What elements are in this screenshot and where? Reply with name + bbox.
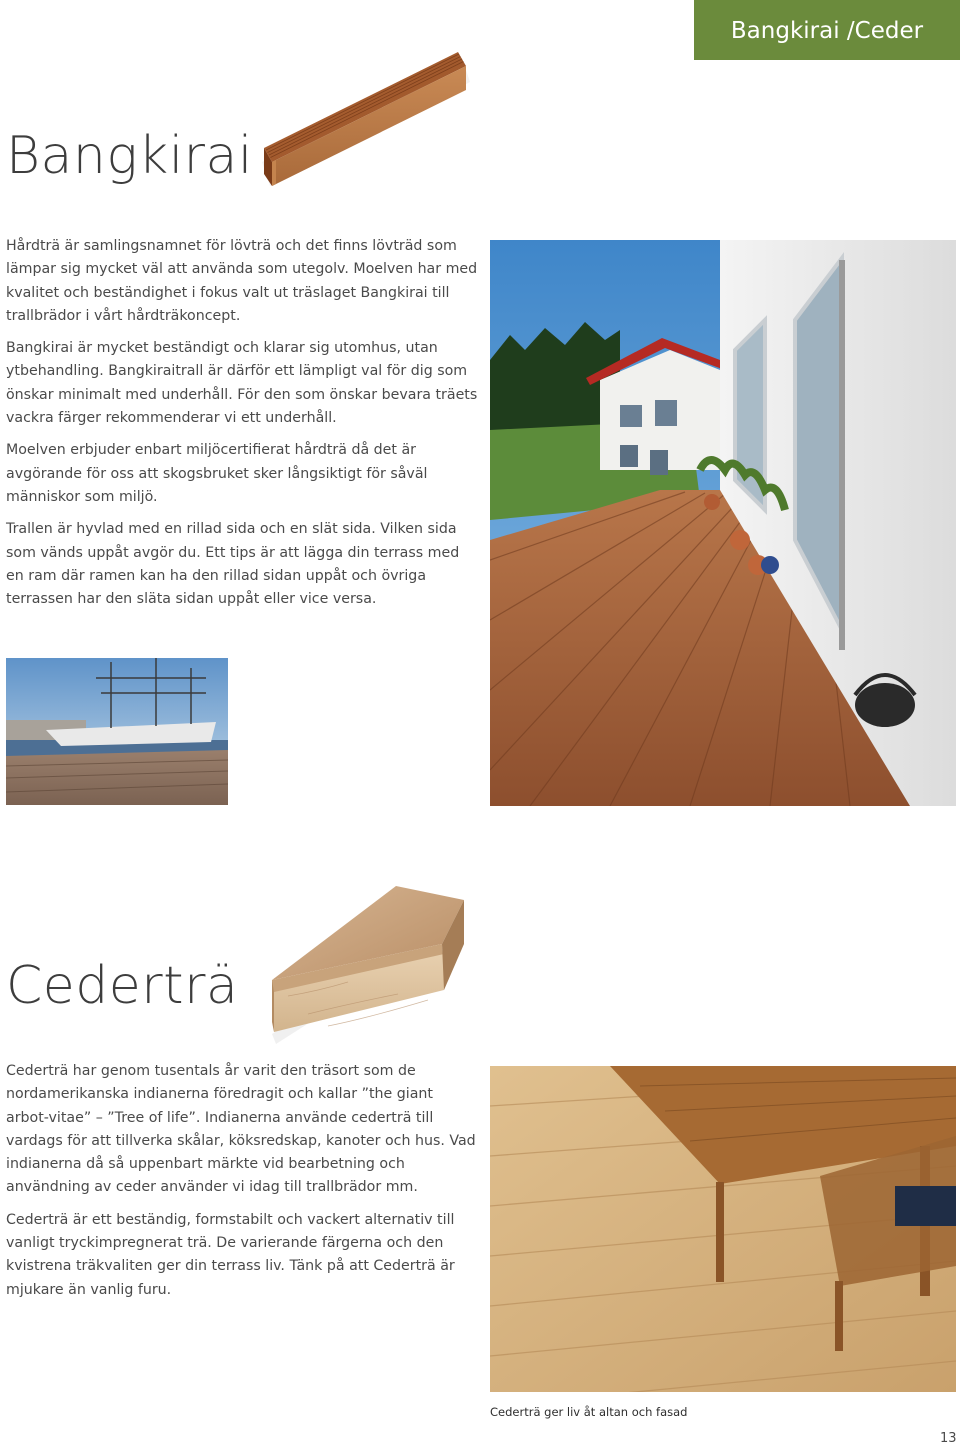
bangkirai-paragraph-1: Hårdträ är samlingsnamnet för lövträ och det finns lövträd som lämpar sig mycket väl att använda som utegolv. Moelven har med kvalitet och beständighet i fokus valt ut träslaget Bangkirai till trallbrädor i vårt hårdträkoncept. (6, 238, 478, 324)
cedar-board-image (268, 884, 468, 1044)
bangkirai-text (6, 235, 478, 611)
bangkirai-board-image (262, 52, 472, 212)
cedertra-title: Cederträ (6, 956, 239, 1016)
cedar-photo-caption: Cederträ ger liv åt altan och fasad (490, 1405, 688, 1419)
cedertra-text (6, 1060, 478, 1302)
bangkirai-paragraph-2: Bangkirai är mycket beständigt och klarar sig utomhus, utan ytbehandling. Bangkiraitrall är därför ett lämpligt val för dig som önskar minimalt med underhåll. För den som önskar bevara träets vackra färger rekommenderar vi ett underhåll. (6, 340, 478, 427)
ship-harbour-photo (6, 658, 228, 805)
bangkirai-paragraph-3: Moelven erbjuder enbart miljöcertifierat hårdträ då det är avgörande för oss att skogsbruket sker långsiktigt för såväl människor som miljö. (6, 442, 428, 505)
section-tab: Bangkirai /Ceder (694, 0, 960, 60)
cedertra-paragraph-1: Cederträ har genom tusentals år varit den träsort som de nordamerikanska indianerna föredragit och kallar ”the giant arbot-vitae” – ”Tree of life”. Indianerna använde cederträ till vardags för att tillverka skålar, köksredskap, kanoter och hus. Vad indianerna då så uppenbart märkte vid bearbetning och användning av ceder använder vi idag till trallbrädor mm. (6, 1063, 476, 1196)
page-number: 13 (940, 1431, 957, 1446)
cedertra-paragraph-2: Cederträ är ett beständig, formstabilt och vackert alternativ till vanligt tryckimpregnerat trä. De varierande färgerna och den kvistrena träkvaliten ger din terrass liv. Tänk på att Cederträ är mjukare än vanlig furu. (6, 1211, 455, 1298)
bangkirai-paragraph-4: Trallen är hyvlad med en rillad sida och en slät sida. Vilken sida som vänds uppåt avgör du. Ett tips är att lägga din terrass med en ram där ramen kan ha den rillad sidan uppåt och övriga terrassen har den släta sidan uppåt eller vice versa. (6, 521, 460, 608)
bangkirai-title: Bangkirai (6, 126, 253, 186)
cedar-deck-photo (490, 1066, 956, 1392)
terrace-house-photo (490, 240, 956, 806)
